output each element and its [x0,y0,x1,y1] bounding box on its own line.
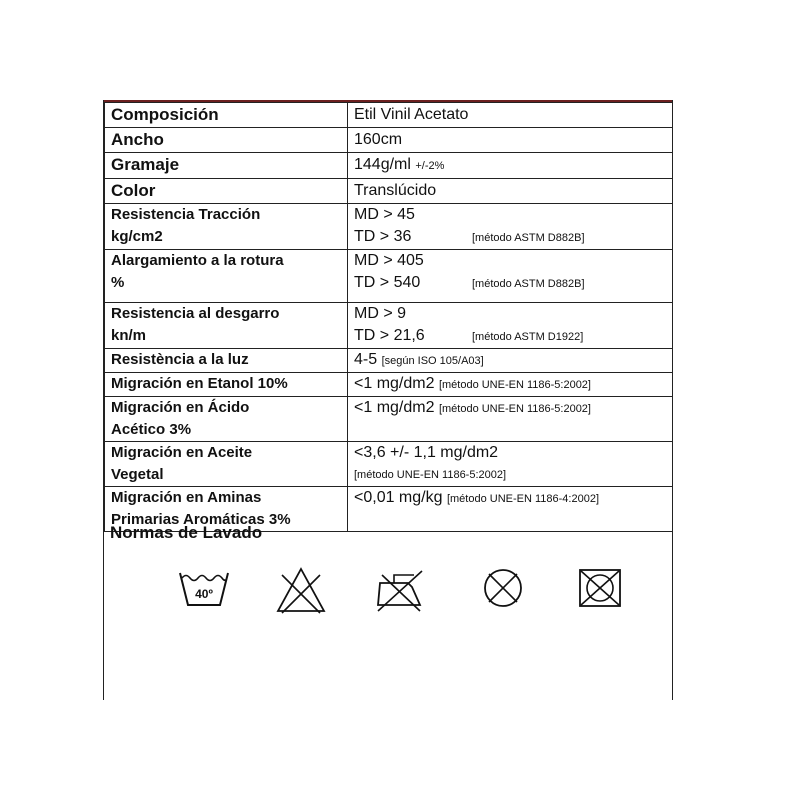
row-label: Resistencia al desgarro kn/m [105,303,348,349]
no-dry-clean-icon [480,565,526,611]
table-row [105,103,673,128]
spec-table [104,102,673,532]
row-label: Composición [105,103,348,128]
row-value: MD > 9 TD > 21,6 [método ASTM D1922] [348,303,673,349]
table-row [105,303,673,349]
wash-40-icon [178,565,230,609]
row-label: Migración en Etanol 10% [105,373,348,397]
row-value: <1 mg/dm2 [método UNE-EN 1186-5:2002] [348,373,673,397]
table-row [105,442,673,487]
table-row [105,179,673,204]
row-label: Resistència a la luz [105,349,348,373]
table-row [105,128,673,153]
row-value: <1 mg/dm2 [método UNE-EN 1186-5:2002] [348,397,673,442]
row-value: 144g/ml +/-2% [348,153,673,179]
row-label: Migración en Aceite Vegetal [105,442,348,487]
spec-sheet [103,100,673,700]
row-label: Color [105,179,348,204]
table-row [105,397,673,442]
row-value: <0,01 mg/kg [método UNE-EN 1186-4:2002] [348,487,673,532]
washing-title: Normas de Lavado [110,523,263,542]
row-label: Resistencia Tracción kg/cm2 [105,204,348,250]
table-row [105,153,673,179]
row-value: 4-5 [según ISO 105/A03] [348,349,673,373]
row-value: 160cm [348,128,673,153]
row-label: Ancho [105,128,348,153]
row-label: Migración en Aminas Primarias Aromáticas 3% [105,487,348,532]
table-row [105,373,673,397]
no-bleach-icon [274,565,328,615]
row-label: Alargamiento a la rotura % [105,250,348,303]
row-value: Translúcido [348,179,673,204]
row-label: Gramaje [105,153,348,179]
row-label: Migración en Ácido Acético 3% [105,397,348,442]
row-value: <3,6 +/- 1,1 mg/dm2 [método UNE-EN 1186-5:2002] [348,442,673,487]
table-row [105,349,673,373]
row-value: Etil Vinil Acetato [348,103,673,128]
row-value: MD > 45 TD > 36 [método ASTM D882B] [348,204,673,250]
table-row [105,250,673,303]
table-row [105,204,673,250]
row-value: MD > 405 TD > 540 [método ASTM D882B] [348,250,673,303]
no-iron-icon [372,565,428,615]
no-tumble-dry-icon [576,565,624,611]
wash-temp-label: 40º [195,587,213,601]
